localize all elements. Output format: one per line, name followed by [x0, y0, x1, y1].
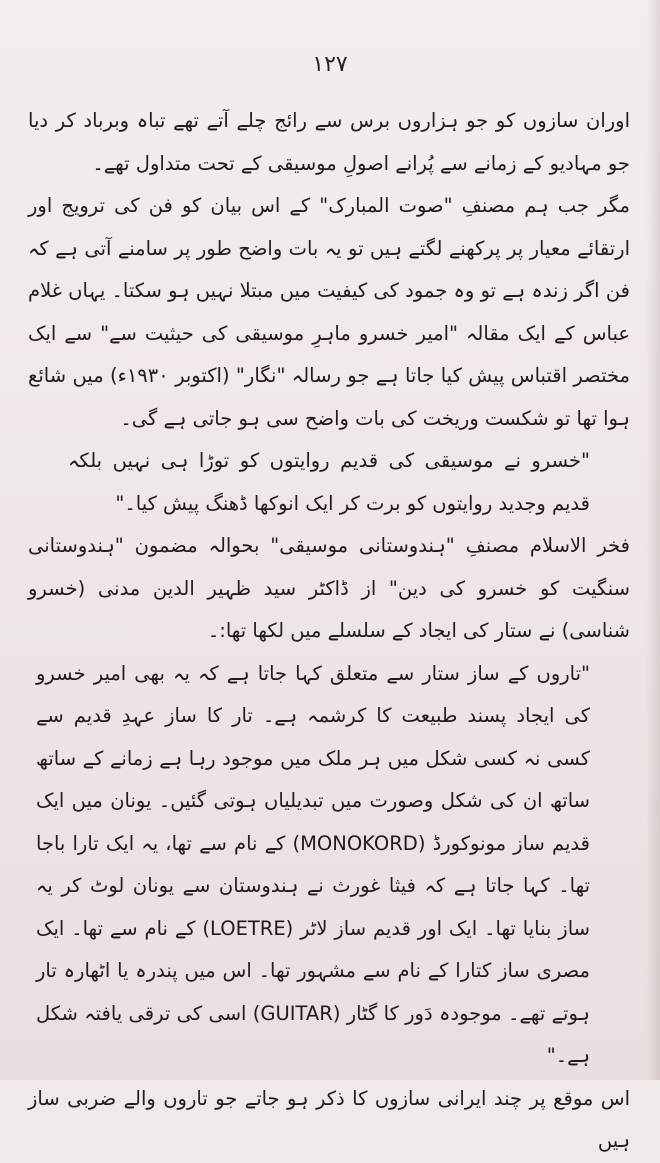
paragraph-2: مگر جب ہم مصنفِ "صوت المبارک" کے اس بیان کو فن کی ترویج اور ارتقائے معیار پر پرکھنے لگتے ہیں تو یہ بات واضح طور پر سامنے آتی ہے کہ فن اگر زندہ ہے تو وہ جمود کی کیفیت میں مبتلا نہیں ہو سکتا۔ یہاں غلام عباس کے ایک مقالہ "امیر خسرو ماہرِ موسیقی کی حیثیت سے" سے ایک مختصر اقتباس پیش کیا جاتا ہے جو رسالہ "نگار" (اکتوبر ۱۹۳۰ء) میں شائع ہوا تھا تو شکست وریخت کی بات واضح سی ہو جاتی ہے گی۔ — [28, 194, 631, 430]
paragraph-4: اس موقع پر چند ایرانی سازوں کا ذکر ہو جاتے جو تاروں والے ضربی ساز ہیں — [28, 1086, 630, 1152]
paragraph-1: اوران سازوں کو جو ہزاروں برس سے رائج چلے آتے تھے تباہ وبرباد کر دیا جو مہادیو کے زمانے سے پُرانے اصولِ موسیقی کے تحت متداول تھے۔ — [28, 109, 630, 175]
page-edge-shadow — [646, 0, 660, 1080]
quote-khusro-traditions: "خسرو نے موسیقی کی قدیم روایتوں کو توڑا ہی نہیں بلکہ قدیم وجدید روایتوں کو برت کر ایک انوکھا ڈھنگ پیش کیا۔" — [68, 449, 590, 515]
page-text — [28, 100, 630, 1163]
page-number: ۱۲۷ — [312, 52, 348, 77]
paragraph-3: فخر الاسلام مصنفِ "ہندوستانی موسیقی" بحوالہ مضمون "ہندوستانی سنگیت کو خسرو کی دین" از ڈاکٹر سید ظہیر الدین مدنی (خسرو شناسی) نے ستار کی ایجاد کے سلسلے میں لکھا تھا:۔ — [28, 534, 630, 642]
quote-sitar-history: "تاروں کے ساز ستار سے متعلق کہا جاتا ہے کہ یہ بھی امیر خسرو کی ایجاد پسند طبیعت کا کرشمہ ہے۔ تار کا ساز عہدِ قدیم سے کسی نہ کسی شکل میں ہر ملک میں موجود رہا ہے زمانے کے ساتھ ساتھ ان کی شکل وصورت میں تبدیلیاں ہوتی گئیں۔ یونان میں ایک قدیم ساز مونوکورڈ (MONOKORD) کے نام سے تھا، یہ ایک تارا باجا تھا۔ کہا جاتا ہے کہ فیثا غورث نے ہندوستان سے یونان لوٹ کر یہ ساز بنایا تھا۔ ایک اور قدیم ساز لاٹر (LOETRE) کے نام سے تھا۔ ایک مصری ساز کتارا کے نام سے مشہور تھا۔ اس میں پندرہ یا اٹھارہ تار ہوتے تھے۔ موجودہ دَور کا گٹار (GUITAR) اسی کی ترقی یافتہ شکل ہے۔" — [36, 661, 590, 1067]
